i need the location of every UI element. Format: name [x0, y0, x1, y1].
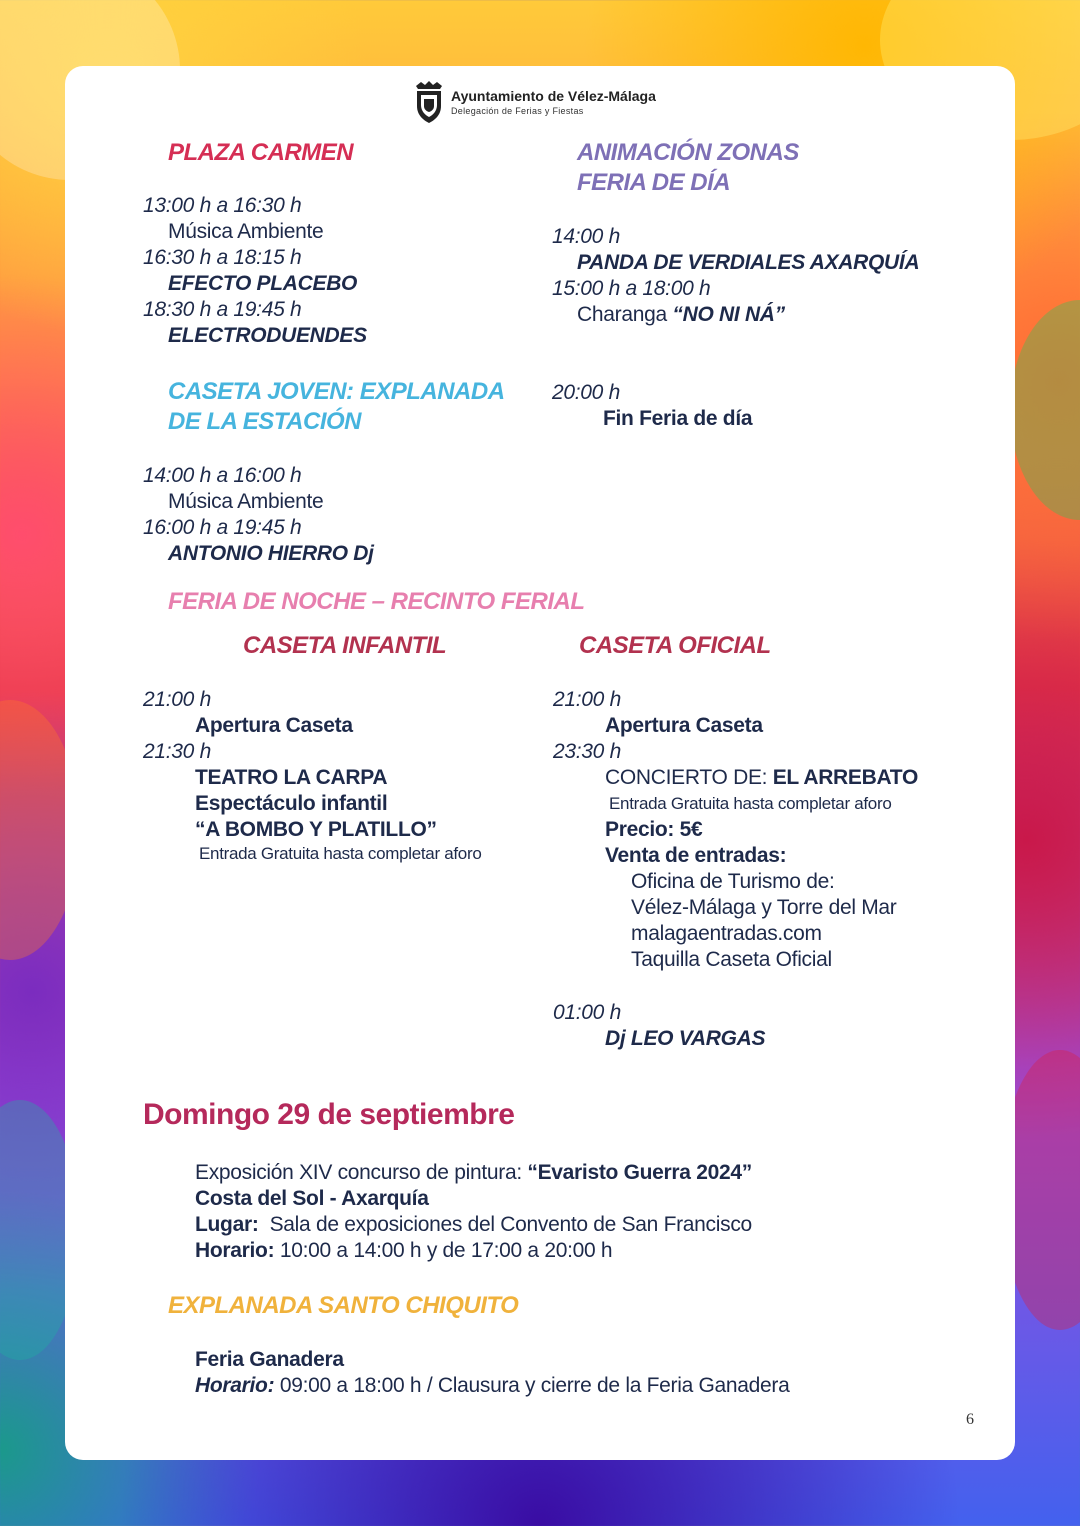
- section-title-plaza-carmen: PLAZA CARMEN: [168, 139, 354, 166]
- schedule-key: Horario:: [195, 1374, 275, 1397]
- time-label: 14:00 h: [552, 225, 620, 248]
- section-title-feria-noche: FERIA DE NOCHE – RECINTO FERIAL: [168, 588, 585, 615]
- schedule-key: Horario:: [195, 1239, 275, 1262]
- logo-title: Ayuntamiento de Vélez-Málaga: [451, 88, 656, 104]
- time-label: 16:00 h a 19:45 h: [143, 516, 302, 539]
- price-label: Precio: 5€: [605, 818, 703, 841]
- entry-note: Entrada Gratuita hasta completar aforo: [609, 794, 892, 813]
- activity-label: Espectáculo infantil: [195, 792, 388, 815]
- venue-key: Lugar:: [195, 1213, 259, 1236]
- exhibition-prefix: Exposición XIV concurso de pintura:: [195, 1161, 528, 1184]
- activity-label: Fin Feria de día: [603, 407, 753, 430]
- time-label: 20:00 h: [552, 381, 620, 404]
- concert-prefix: CONCIERTO DE:: [605, 766, 773, 789]
- time-label: 15:00 h a 18:00 h: [552, 277, 711, 300]
- ticket-sales-title: Venta de entradas:: [605, 844, 787, 867]
- ticket-sales-item: Vélez-Málaga y Torre del Mar: [631, 896, 897, 919]
- section-title-animacion: ANIMACIÓN ZONAS: [577, 139, 799, 166]
- background-decoration: [1010, 300, 1080, 520]
- section-title-caseta-joven-line2: DE LA ESTACIÓN: [168, 408, 362, 435]
- activity-label: ELECTRODUENDES: [168, 324, 367, 347]
- activity-label: Feria Ganadera: [195, 1348, 344, 1371]
- schedule-value: 10:00 a 14:00 h y de 17:00 a 20:00 h: [274, 1239, 613, 1262]
- time-label: 21:00 h: [143, 688, 211, 711]
- section-title-explanada: EXPLANADA SANTO CHIQUITO: [168, 1292, 519, 1319]
- time-label: 14:00 h a 16:00 h: [143, 464, 302, 487]
- activity-label: ANTONIO HIERRO Dj: [168, 542, 374, 565]
- coat-of-arms-icon: [413, 80, 445, 124]
- schedule-label: [195, 1238, 612, 1264]
- section-title-caseta-infantil: CASETA INFANTIL: [243, 632, 447, 659]
- section-title-caseta-joven: CASETA JOVEN: EXPLANADA: [168, 378, 505, 405]
- exhibition-label: [195, 1160, 752, 1186]
- activity-label: Música Ambiente: [168, 490, 324, 513]
- page-number: 6: [966, 1411, 974, 1428]
- exhibition-name: “Evaristo Guerra 2024”: [527, 1161, 752, 1184]
- section-title-animacion-line2: FERIA DE DÍA: [577, 169, 731, 196]
- exhibition-subtitle: Costa del Sol - Axarquía: [195, 1187, 429, 1210]
- activity-label: TEATRO LA CARPA: [195, 766, 388, 789]
- ticket-sales-item: Oficina de Turismo de:: [631, 870, 835, 893]
- ticket-sales-item: Taquilla Caseta Oficial: [631, 948, 832, 971]
- activity-label: “A BOMBO Y PLATILLO”: [195, 818, 437, 841]
- day-heading: Domingo 29 de septiembre: [143, 1098, 515, 1131]
- time-label: 16:30 h a 18:15 h: [143, 246, 302, 269]
- concert-label: [605, 765, 918, 791]
- activity-label: EFECTO PLACEBO: [168, 272, 358, 295]
- section-title-caseta-oficial: CASETA OFICIAL: [579, 632, 771, 659]
- activity-label: Apertura Caseta: [605, 714, 763, 737]
- time-label: 18:30 h a 19:45 h: [143, 298, 302, 321]
- time-label: 21:30 h: [143, 740, 211, 763]
- logo-subtitle: Delegación de Ferias y Fiestas: [451, 106, 584, 116]
- time-label: 01:00 h: [553, 1001, 621, 1024]
- entry-note: Entrada Gratuita hasta completar aforo: [199, 844, 482, 863]
- program-card: [65, 66, 1015, 1460]
- time-label: 21:00 h: [553, 688, 621, 711]
- concert-band: EL ARREBATO: [772, 766, 918, 789]
- time-label: 23:30 h: [553, 740, 621, 763]
- activity-label: [577, 302, 785, 328]
- activity-label: PANDA DE VERDIALES AXARQUÍA: [577, 251, 920, 274]
- time-label: 13:00 h a 16:30 h: [143, 194, 302, 217]
- schedule-value: 09:00 a 18:00 h / Clausura y cierre de la Feria Ganadera: [274, 1374, 790, 1397]
- schedule-label: [195, 1373, 790, 1399]
- activity-label: Música Ambiente: [168, 220, 324, 243]
- activity-prefix: Charanga: [577, 303, 673, 326]
- venue-value: Sala de exposiciones del Convento de San Francisco: [258, 1213, 752, 1236]
- activity-label: Dj LEO VARGAS: [605, 1027, 766, 1050]
- activity-name: “NO NI NÁ”: [672, 303, 785, 326]
- logo: [413, 80, 656, 124]
- ticket-sales-item: malagaentradas.com: [631, 922, 822, 945]
- activity-label: Apertura Caseta: [195, 714, 353, 737]
- venue-label: [195, 1212, 752, 1238]
